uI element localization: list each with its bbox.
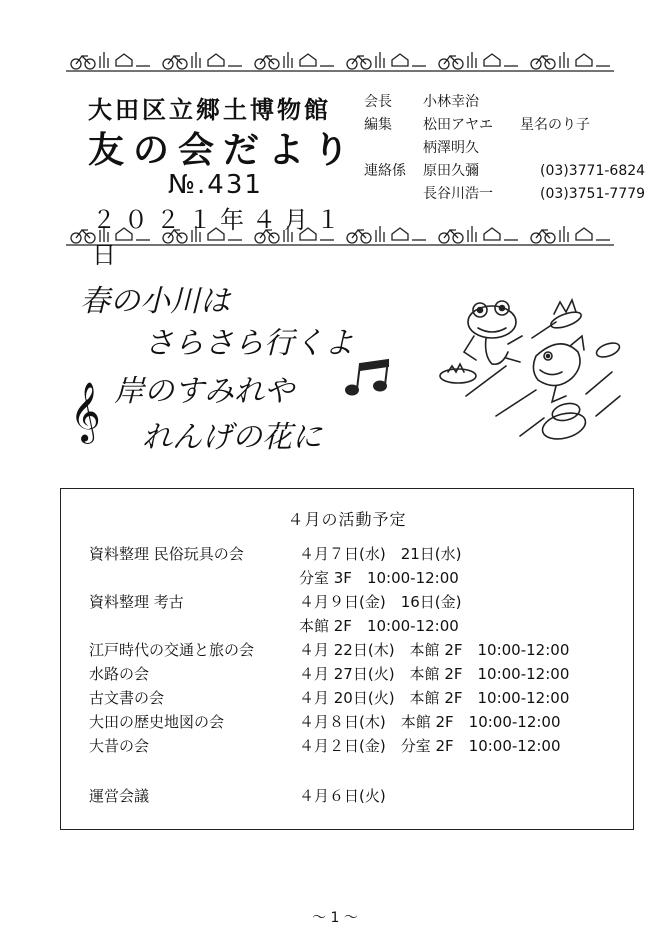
staff-name: 松田アヤエ bbox=[423, 117, 493, 133]
staff-role: 編集 bbox=[364, 117, 392, 133]
schedule-detail: ４月２日(金) 分室 2F 10:00-12:00 bbox=[299, 737, 561, 755]
activity-schedule bbox=[60, 488, 634, 830]
staff-role: 連絡係 bbox=[364, 163, 406, 179]
group-name: 江戸時代の交通と旅の会 bbox=[89, 641, 255, 659]
schedule-detail: ４月７日(水) 21日(水) bbox=[299, 545, 462, 563]
schedule-location: 本館 2F 10:00-12:00 bbox=[299, 617, 459, 635]
staff-name: 星名のり子 bbox=[520, 117, 590, 133]
schedule-detail: ４月９日(金) 16日(金) bbox=[299, 593, 462, 611]
schedule-item bbox=[89, 711, 561, 732]
group-name: 大田の歴史地図の会 bbox=[89, 713, 225, 731]
schedule-detail: ４月 20日(火) 本館 2F 10:00-12:00 bbox=[299, 689, 570, 707]
lyric-line: 春の小川は bbox=[80, 284, 230, 319]
group-name: 運営会議 bbox=[89, 787, 150, 805]
music-note-icon bbox=[342, 358, 394, 398]
schedule-item bbox=[89, 735, 561, 756]
group-name: 大昔の会 bbox=[89, 737, 150, 755]
staff-row bbox=[364, 137, 645, 160]
schedule-detail: ４月 27日(火) 本館 2F 10:00-12:00 bbox=[299, 665, 570, 683]
staff-phone: (03)3751-7779 bbox=[540, 186, 646, 202]
page-number: ～ 1 ～ bbox=[312, 910, 358, 926]
group-name: 資料整理 民俗玩具の会 bbox=[89, 545, 244, 563]
staff-row bbox=[364, 114, 645, 137]
schedule-title: ４月の活動予定 bbox=[287, 510, 407, 529]
staff-role: 会長 bbox=[364, 94, 392, 110]
issue-number: №.431 bbox=[168, 170, 263, 200]
staff-role bbox=[364, 183, 423, 206]
staff-row bbox=[364, 160, 645, 183]
museum-name: 大田区立郷土博物館 bbox=[88, 96, 331, 124]
decorative-border-top bbox=[66, 44, 614, 74]
staff-phone: (03)3771-6824 bbox=[540, 163, 646, 179]
schedule-location: 分室 3F 10:00-12:00 bbox=[299, 569, 459, 587]
frog-and-fish-illustration bbox=[436, 286, 626, 446]
newsletter-title: 友の会だより bbox=[88, 129, 359, 171]
schedule-item bbox=[89, 639, 569, 660]
lyric-line: れんげの花に bbox=[142, 420, 322, 455]
staff-row bbox=[364, 91, 645, 114]
schedule-subline bbox=[89, 567, 459, 588]
issue-date: ２０２１年４月１日 bbox=[92, 206, 348, 269]
staff-list bbox=[364, 91, 645, 206]
group-name: 資料整理 考古 bbox=[89, 593, 184, 611]
schedule-item bbox=[89, 591, 462, 612]
staff-name: 長谷川浩一 bbox=[423, 186, 493, 202]
schedule-item bbox=[89, 785, 386, 806]
schedule-detail: ４月 22日(木) 本館 2F 10:00-12:00 bbox=[299, 641, 570, 659]
group-name: 古文書の会 bbox=[89, 689, 165, 707]
schedule-detail: ４月６日(火) bbox=[299, 787, 386, 805]
staff-name: 柄澤明久 bbox=[423, 140, 479, 156]
staff-name: 小林幸治 bbox=[423, 94, 479, 110]
treble-clef-icon: 𝄞 bbox=[70, 382, 101, 442]
staff-row bbox=[364, 183, 645, 206]
staff-role bbox=[364, 137, 423, 160]
schedule-subline bbox=[89, 615, 459, 636]
group-name: 水路の会 bbox=[89, 665, 150, 683]
schedule-item bbox=[89, 663, 569, 684]
lyric-line: 岸のすみれや bbox=[114, 374, 294, 409]
lyric-line: さらさら行くよ bbox=[144, 326, 354, 361]
schedule-item bbox=[89, 687, 569, 708]
schedule-item bbox=[89, 543, 462, 564]
staff-name: 原田久彌 bbox=[423, 163, 479, 179]
schedule-detail: ４月８日(木) 本館 2F 10:00-12:00 bbox=[299, 713, 561, 731]
